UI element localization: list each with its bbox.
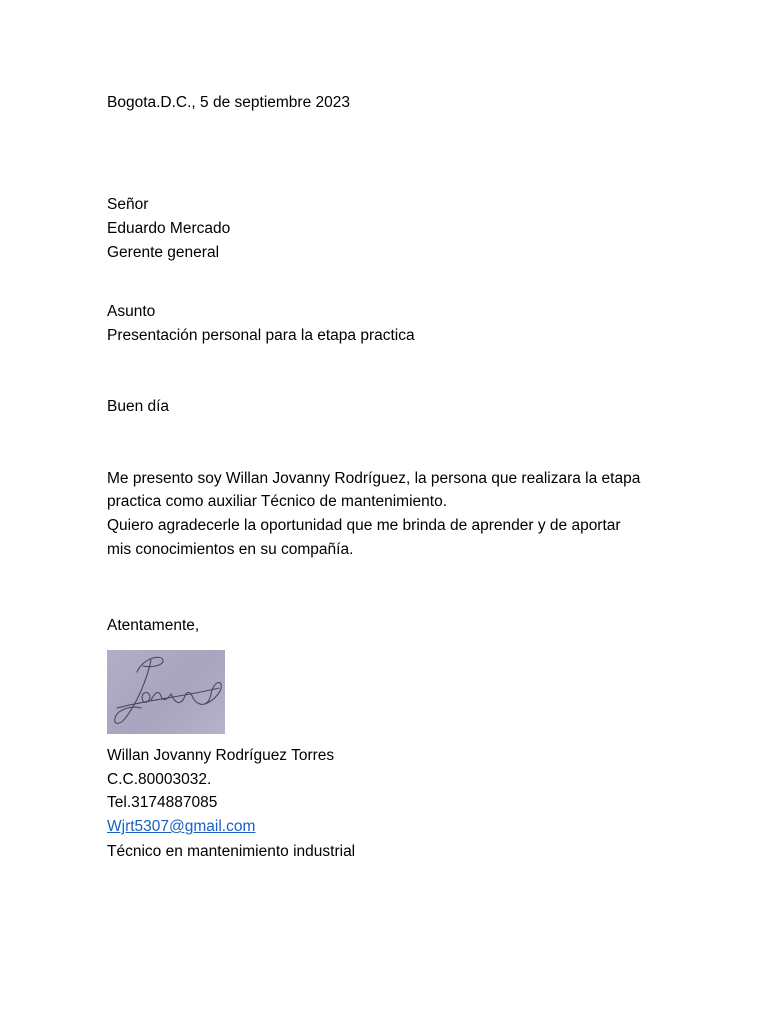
recipient-name: Eduardo Mercado — [107, 220, 231, 237]
sender-name: Willan Jovanny Rodríguez Torres — [107, 747, 335, 764]
sender-phone: Tel.3174887085 — [107, 794, 218, 811]
closing: Atentamente, — [107, 617, 200, 634]
body-line-3: Quiero agradecerle la oportunidad que me brinda de aprender y de aportar — [107, 517, 621, 534]
sender-role: Técnico en mantenimiento industrial — [107, 843, 356, 860]
body-line-4: mis conocimientos en su compañía. — [107, 541, 354, 558]
sender-email-link[interactable]: Wjrt5307@gmail.com — [107, 818, 256, 835]
subject-label: Asunto — [107, 303, 156, 320]
greeting: Buen día — [107, 398, 170, 415]
sender-id: C.C.80003032. — [107, 771, 212, 788]
recipient-title: Gerente general — [107, 244, 220, 261]
body-line-1: Me presento soy Willan Jovanny Rodríguez, la persona que realizara la etapa — [107, 470, 641, 487]
subject-text: Presentación personal para la etapa practica — [107, 327, 415, 344]
recipient-salutation: Señor — [107, 196, 149, 213]
letter-date: Bogota.D.C., 5 de septiembre 2023 — [107, 94, 350, 111]
handwritten-signature-icon — [107, 650, 225, 734]
body-line-2: practica como auxiliar Técnico de mantenimiento. — [107, 493, 448, 510]
